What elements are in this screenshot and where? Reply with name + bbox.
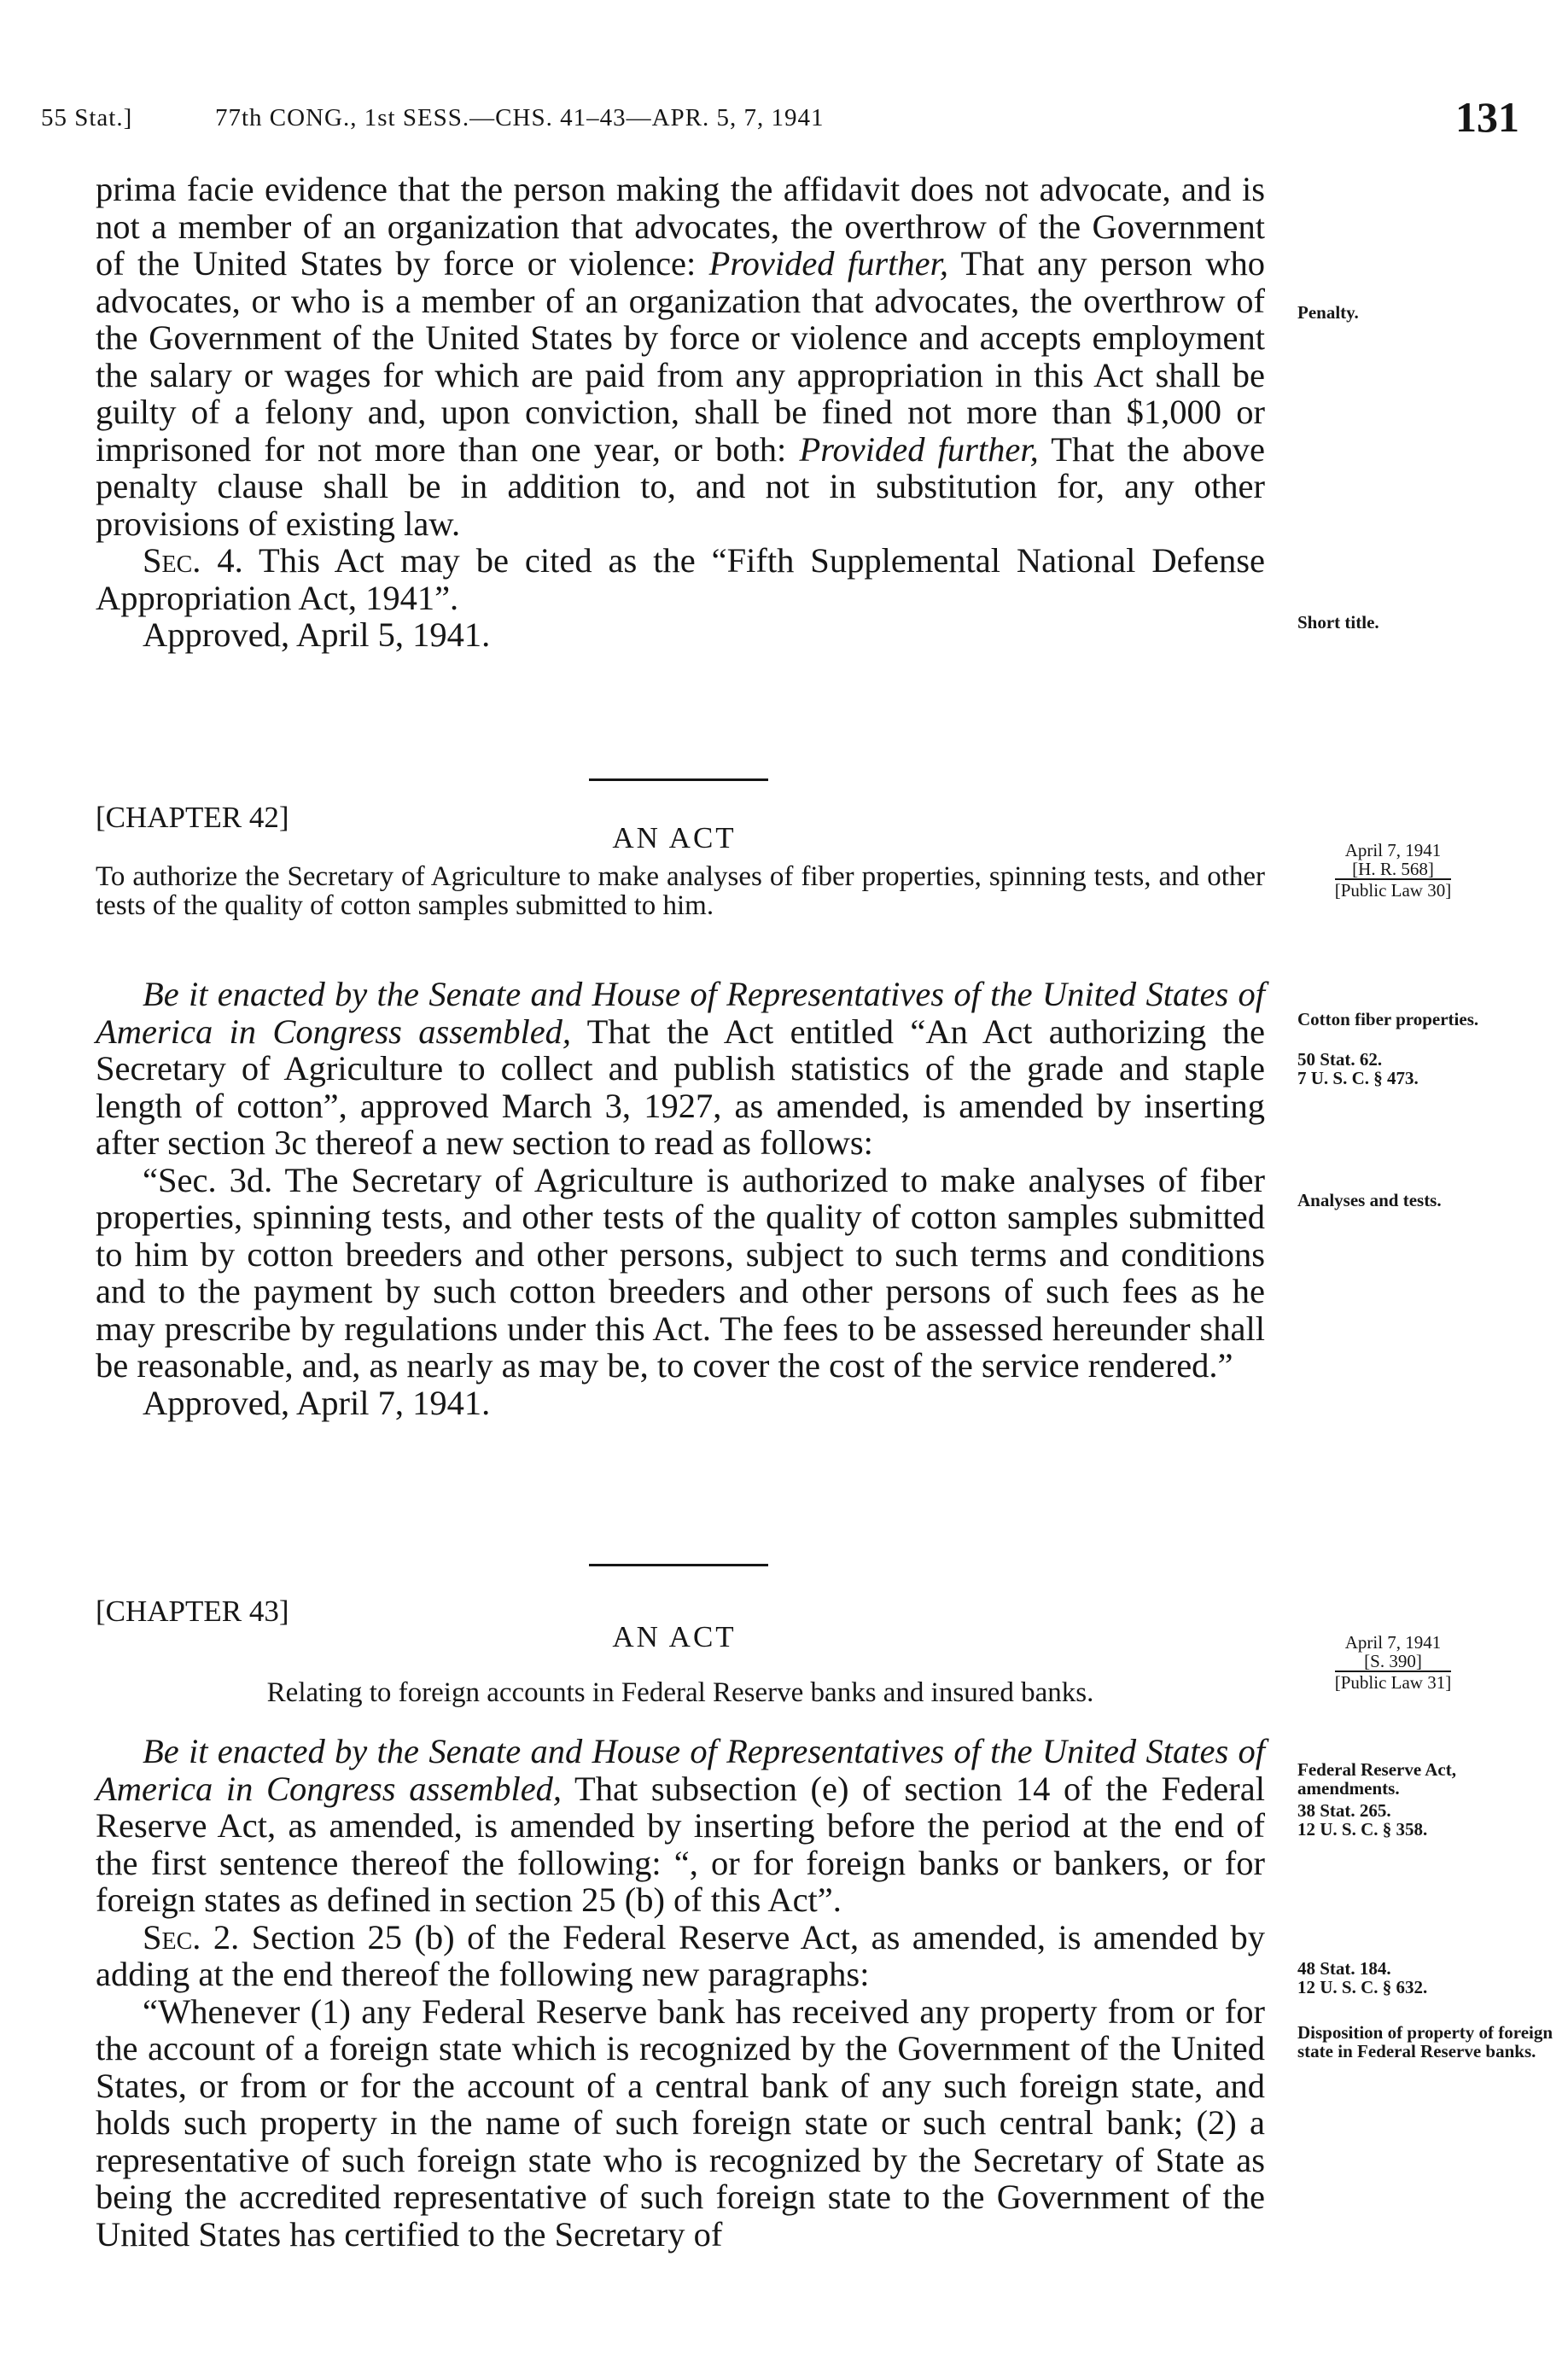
paragraph-penalty: prima facie evidence that the person making the affidavit does not advocate, and is not a member of an organization that advocates, the overthrow of the Government of the United States by force or violence: Provided further, That any person who advocates, or who is a member of an organization that advocates, the overthrow of the Government of the United States by force or violence and accepts employment the salary or wages for which are paid from any appropriation in this Act shall be guilty of a felony and, upon conviction, shall be fined not more than $1,000 or imprisoned for not more than one year, or both: Provided further, That the above penalty clause shall be in addition to, and not in substitution for, any other provisions of existing law. <box>96 170 1266 543</box>
chapter-43-public-law: [Public Law 31] <box>1334 1672 1452 1693</box>
approved-line: Approved, April 5, 1941. <box>143 615 491 654</box>
chapter-43-bill-info <box>1291 1633 1495 1692</box>
margin-48-stat: 48 Stat. 184. <box>1297 1958 1391 1979</box>
chapter-42-approved: Approved, April 7, 1941. <box>143 1383 491 1422</box>
divider-rule <box>589 778 768 781</box>
chapter-42-enacting-clause: Be it enacted by the Senate and House of Representatives of the United States of America in Congress assembled, That the Act entitled “An Act authorizing the Secretary of Agriculture to collect and publish statistics of the grade and staple length of cotton”, approved March 3, 1927, as amended, is amended by inserting after section 3c thereof a new section to read as follows: <box>96 975 1265 1162</box>
margin-federal-reserve: Federal Reserve Act, amendments. <box>1297 1759 1456 1799</box>
chapter-43-enacting-clause: Be it enacted by the Senate and House of Representatives of the United States of America in Congress assembled, That subsection (e) of section 14 of the Federal Reserve Act, as amended, is amended by inserting before the period at the end of the first sentence thereof the following: “, or for foreign banks or bankers, or for foreign states as defined in section 25 (b) of this Act”. <box>96 1732 1265 1919</box>
chapter-43-sec2: Sec. 2. Section 25 (b) of the Federal Reserve Act, as amended, is amended by adding at the end thereof the following new paragraphs: <box>96 1917 1265 1993</box>
chapter-43-an-act: AN ACT <box>612 1620 737 1653</box>
running-head-stat: 55 Stat.] <box>41 104 133 131</box>
chapter-42-title: To authorize the Secretary of Agriculture to make analyses of fiber properties, spinning tests, and other tests of the quality of cotton samples submitted to him. <box>96 861 1265 921</box>
chapter-43-title: Relating to foreign accounts in Federal Reserve banks and insured banks. <box>266 1677 1094 1708</box>
chapter-42-sec3d: “Sec. 3d. The Secretary of Agriculture is authorized to make analyses of fiber properties, spinning tests, and other tests of the quality of cotton samples submitted to him by cotton breeders and other persons, subject to such terms and conditions and to the payment by such cotton breeders and other persons of such fees as he may prescribe by regulations under this Act. The fees to be assessed hereunder shall be reasonable, and, as nearly as may be, to cover the cost of the service rendered.” <box>96 1160 1265 1385</box>
paragraph-sec4: Sec. 4. This Act may be cited as the “Fifth Supplemental National Defense Appropriation Act, 1941”. <box>96 541 1266 617</box>
section-top <box>96 171 1265 654</box>
divider-rule-2 <box>589 1564 768 1566</box>
chapter-43-label: [CHAPTER 43] <box>96 1595 289 1628</box>
chapter-42-bill-info <box>1291 841 1495 900</box>
chapter-42-label: [CHAPTER 42] <box>96 801 289 834</box>
page-number: 131 <box>1455 93 1519 141</box>
margin-cotton-fiber: Cotton fiber properties. <box>1297 1009 1479 1029</box>
chapter-43-date: April 7, 1941 <box>1344 1632 1442 1653</box>
margin-50-stat: 50 Stat. 62. <box>1297 1049 1383 1070</box>
margin-disposition: Disposition of property of foreign state in Federal Reserve banks. <box>1297 2022 1553 2061</box>
chapter-42-an-act: AN ACT <box>612 821 737 854</box>
running-head-session: 77th CONG., 1st SESS.—CHS. 41–43—APR. 5, 7, 1941 <box>215 104 825 131</box>
margin-7-usc: 7 U. S. C. § 473. <box>1297 1068 1419 1088</box>
chapter-42-body <box>96 976 1265 1421</box>
chapter-42-date: April 7, 1941 <box>1344 840 1442 860</box>
margin-penalty: Penalty. <box>1297 302 1359 323</box>
chapter-42-public-law: [Public Law 30] <box>1334 880 1452 901</box>
margin-38-stat: 38 Stat. 265. <box>1297 1800 1391 1821</box>
chapter-42-bill: [H. R. 568] <box>1352 859 1434 879</box>
margin-12-usc-632: 12 U. S. C. § 632. <box>1297 1977 1428 1997</box>
chapter-43-body <box>96 1733 1265 2253</box>
margin-short-title: Short title. <box>1297 612 1379 633</box>
chapter-43-bill: [S. 390] <box>1364 1651 1422 1671</box>
chapter-43-whenever: “Whenever (1) any Federal Reserve bank has received any property from or for the account of a foreign state which is recognized by the Government of the United States, or from or for the account of a central bank of any such foreign state, and holds such property in the name of such foreign state or such central bank; (2) a representative of such foreign state who is recognized by the Secretary of State as being the accredited representative of such foreign state to the Government of the United States has certified to the Secretary of <box>96 1991 1265 2254</box>
margin-analyses: Analyses and tests. <box>1297 1190 1442 1210</box>
margin-12-usc-358: 12 U. S. C. § 358. <box>1297 1819 1428 1840</box>
